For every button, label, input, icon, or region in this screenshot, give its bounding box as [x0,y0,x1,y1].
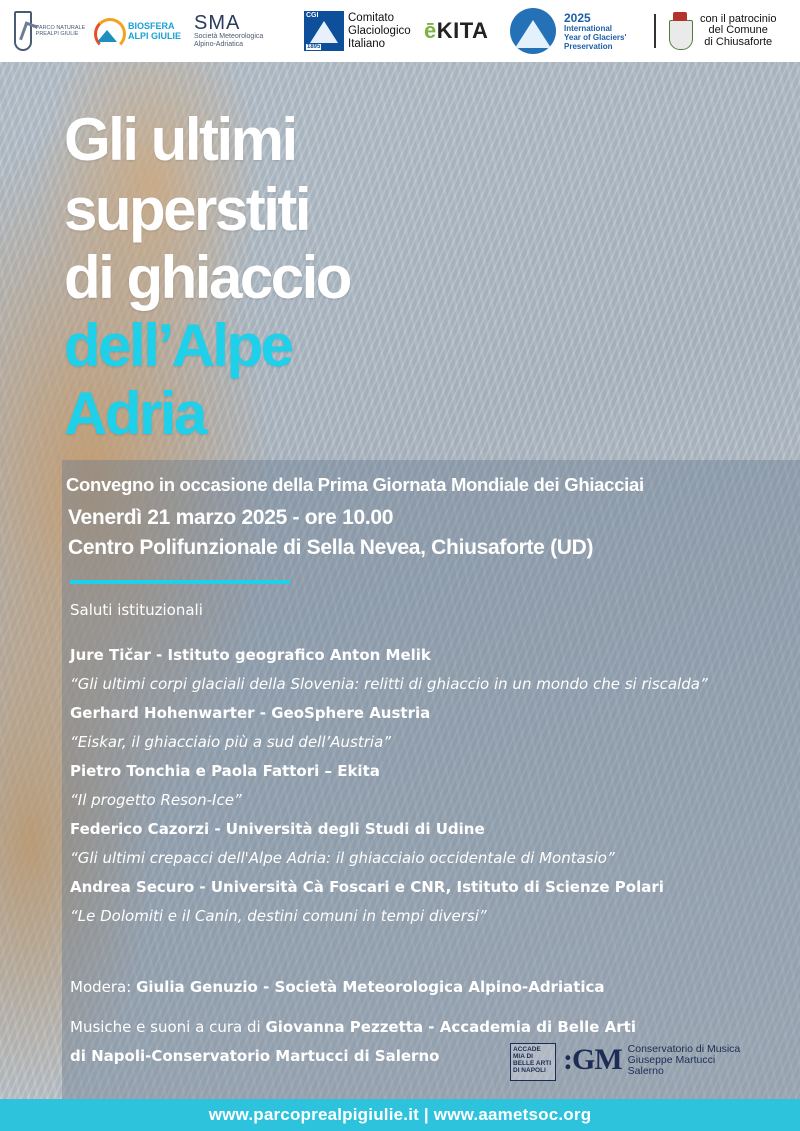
cgi-logo [304,0,424,62]
footer-websites[interactable]: www.parcoprealpigiulie.it | www.aametsoc.org [208,1105,592,1124]
cgi-line1: Comitato [348,11,395,24]
talk-speaker: Federico Cazorzi - Università degli Studi di Udine [70,820,485,838]
accademia-napoli-logo: ACCADE MIA DI BELLE ARTI DI NAPOLI [510,1043,556,1081]
moderator-label: Modera: [70,978,132,996]
sma-sub1: Società Meteorologica [194,33,264,40]
sma-logo [194,0,304,62]
parco-logo-text: PARCO NATURALE PREALPI GIULIE [35,24,86,37]
comune-chiusaforte-logo [666,0,776,62]
logo-divider [654,14,656,48]
glacier-circle-icon [510,8,556,54]
comune-line3: di Chiusaforte [704,35,773,48]
talk-title: “Le Dolomiti e il Canin, destini comuni in tempi diversi” [70,907,487,925]
biosfera-line2: ALPI GIULIE [128,31,182,41]
iyg-line1: International [564,23,613,33]
sma-title: SMA [194,12,241,34]
title-line-4: dell’Alpe [64,312,292,379]
talk-title: “Il progetto Reson-Ice” [70,791,242,809]
moderator-name: Giulia Genuzio - Società Meteorologica Alpino-Adriatica [136,978,605,996]
saluti-heading: Saluti istituzionali [70,601,203,619]
footer-bar [0,1099,800,1131]
ekita-text: KITA [436,18,489,43]
biosfera-mountain-icon [94,18,124,44]
cons-line1: Conservatorio di Musica [627,1042,741,1055]
ekita-logo [424,0,502,62]
event-date: Venerdì 21 marzo 2025 - ore 10.00 [68,506,394,529]
talk-title: “Gli ultimi crepacci dell'Alpe Adria: il ghiacciaio occidentale di Montasio” [70,849,615,867]
cgi-year: 1895 [307,44,321,50]
iyg-line2: Year of Glaciers' [564,32,627,42]
cgi-mark-label: CGI [306,12,319,19]
moderator-line [70,973,750,1002]
comune-line2: del Comune [708,24,768,37]
sponsor-logo-bar [0,0,800,62]
talk-speaker: Andrea Securo - Università Cà Foscari e CNR, Istituto di Scienze Polari [70,878,664,896]
cons-line2: Giuseppe Martucci [627,1053,716,1066]
accent-divider [70,580,290,584]
iygp-2025-logo [564,0,644,62]
music-credit-line2: di Napoli-Conservatorio Martucci di Salerno [70,1047,440,1065]
title-line-5: Adria [64,380,205,447]
ekita-e-icon: ē [424,18,437,43]
music-label: Musiche e suoni a cura di [70,1018,261,1036]
sma-sub2: Alpino-Adriatica [194,41,244,48]
music-credit-line1: Giovanna Pezzetta - Accademia di Belle Arti [265,1018,636,1036]
comune-crest-icon [666,12,694,50]
conservatorio-martucci-logo [563,1043,740,1077]
parco-bird-icon [14,11,32,51]
talk-title: “Gli ultimi corpi glaciali della Slovenia: relitti di ghiaccio in un mondo che si riscalda” [70,675,708,693]
cgi-mountain-icon [304,11,344,51]
iyg-line3: Preservation [564,41,613,51]
biosfera-alpi-giulie-logo [94,0,194,62]
talk-list [70,641,750,931]
glacier-emblem-logo [502,0,564,62]
parco-prealpi-giulie-logo [14,0,94,62]
talk-speaker: Jure Tičar - Istituto geografico Anton Melik [70,646,431,664]
cons-line3: Salerno [627,1064,664,1077]
cgi-line2: Glaciologico [348,24,411,37]
talk-speaker: Pietro Tonchia e Paola Fattori – Ekita [70,762,380,780]
event-location: Centro Polifunzionale di Sella Nevea, Chiusaforte (UD) [68,536,594,559]
iyg-year: 2025 [564,10,591,25]
talk-title: “Eiskar, il ghiacciaio più a sud dell’Austria” [70,733,392,751]
talk-speaker: Gerhard Hohenwarter - GeoSphere Austria [70,704,431,722]
event-description: Convegno in occasione della Prima Giornata Mondiale dei Ghiacciai [66,474,644,495]
title-line-2: superstiti [64,176,310,243]
comune-line1: con il patrocinio [700,12,777,25]
title-line-1: Gli ultimi [64,106,296,173]
cgi-line3: Italiano [348,37,386,50]
conservatorio-mark: :GM [563,1043,622,1076]
biosfera-line1: BIOSFERA [128,21,175,31]
poster-body [0,62,800,1099]
title-line-3: di ghiaccio [64,244,350,311]
